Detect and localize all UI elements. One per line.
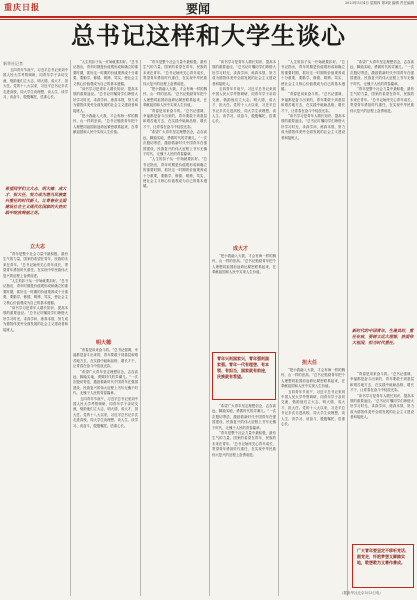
subheading: 成大才 (233, 246, 249, 252)
subheading: 明大德 (96, 340, 112, 346)
column-divider (347, 60, 348, 596)
section-title: 要闻 (186, 2, 211, 16)
article-footer: （据新华社北京5月3日电） (340, 591, 383, 595)
article-column: “人生的扣子从一开始就要扣好。”总书记指出，青年时期是价值观形成和确立的重要时期，抓好这一时期的价值观养成十分重要，要勤学、修德、明辨、笃实，使社会主义核心价值观成为自己的基本遵循。 “读书学习是青年人增长知识、提高本领的重要途径。”总书记叮嘱同学们珍惜大好学习时光，求真学问、练真本领，努力成为德智体美劳全面发展的社会主义建设者和接班人。 “把小我融入大我，才会有海一样的胸怀，山一样的崇高。”总书记勉励青年把个人理想同祖国前途命运紧密联系起来，在奉献祖国和人民中实现人生价值。 (73, 60, 138, 135)
article-column: “把小我融入大我，才会有海一样的胸怀，山一样的崇高。”总书记勉励青年把个人理想同祖国前途命运紧密联系起来，在奉献祖国和人民中实现人生价值。 五四青年节前夕，习近平总书记来到中国人民大学考察调研，同青年学子亲切交流，勉励他们立大志、明大德、成大才、担大任。党的十八大以来，习近平总书记多次走进高校，同大学生谈理想、谈人生、谈学习、谈奋斗，殷殷嘱托，语重心长。 (281, 368, 345, 427)
pull-quote: 希望同学们立大志、明大德、成大才、担大任，努力成为堪当民族复兴重任的时代新人，让青春在全面建设社会主义现代化国家的火热实践中绽放绚丽之花。 (5, 186, 67, 215)
article-column: “青年是整个社会力量中最积极、最有生气的力量，国家的希望在青年，民族的未来在青年。”总书记始终关心青年成长，寄望青年勇担时代重任，在实现中华民族伟大复兴的征程上奋勇前进。 “人生的扣子从一开始就要扣好。”总书记指出，青年时期是价值观形成和确立的重要时期，抓好这一时期的价值观养成十分重要，要勤学、修德、明辨、笃实，使社会主义核心价值观成为自己的基本遵循。 “读书学习是青年人增长知识、提高本领的重要途径。”总书记叮嘱同学们珍惜大好学习时光，求真学问、练真本领，努力成为德智体美劳全面发展的社会主义建设者和接班人。 (3, 252, 68, 332)
column-divider (209, 60, 210, 596)
article-column: “人生的扣子从一开始就要扣好。”总书记指出，青年时期是价值观形成和确立的重要时期，抓好这一时期的价值观养成十分重要，要勤学、修德、明辨、笃实，使社会主义核心价值观成为自己的基本遵循。 “青春是用来奋斗的。”总书记强调，幸福都是奋斗出来的，青年要敢于到基层和艰苦地方去，在实践中砥砺品格、增长才干，让青春在奋斗中绽放光彩。 “读书学习是青年人增长知识、提高本领的重要途径。”总书记叮嘱同学们珍惜大好学习时光，求真学问、练真本领，努力成为德智体美劳全面发展的社会主义建设者和接班人。 (281, 60, 345, 140)
article-column: “青年是整个社会力量中最积极、最有生气的力量，国家的希望在青年，民族的未来在青年。”总书记始终关心青年成长，寄望青年勇担时代重任，在实现中华民族伟大复兴的征程上奋勇前进。 “把小我融入大我，才会有海一样的胸怀，山一样的崇高。”总书记勉励青年把个人理想同祖国前途命运紧密联系起来，在奉献祖国和人民中实现人生价值。 “青春是用来奋斗的。”总书记强调，幸福都是奋斗出来的，青年要敢于到基层和艰苦地方去，在实践中砥砺品格、增长才干，让青春在奋斗中绽放光彩。 “希望广大青年坚定理想信念，志存高远，脚踏实地，勇做时代的弄潮儿。”一次次殷切寄语，激励着新时代中国青年在强国建设、民族复兴的伟大征程上书写无愧于时代、无愧于人民的青春篇章。 “人生的扣子从一开始就要扣好。”总书记指出，青年时期是价值观形成和确立的重要时期，抓好这一时期的价值观养成十分重要，要勤学、修德、明辨、笃实，使社会主义核心价值观成为自己的基本遵循。 (143, 60, 207, 189)
subheading: 立大志 (30, 244, 46, 250)
article-column: “把小我融入大我，才会有海一样的胸怀，山一样的崇高。”总书记勉励青年把个人理想同祖国前途命运紧密联系起来，在奉献祖国和人民中实现人生价值。 (212, 254, 276, 275)
article-column: “青春是用来奋斗的。”总书记强调，幸福都是奋斗出来的，青年要敢于到基层和艰苦地方去，在实践中砥砺品格、增长才干，让青春在奋斗中绽放光彩。 “读书学习是青年人增长知识、提高本领的重要途径。”总书记叮嘱同学们珍惜大好学习时光，求真学问、练真本领，努力成为德智体美劳全面发展的社会主义建设者和接班人。 (350, 372, 414, 420)
pull-quote: 新时代的中国青年，生逢其时，重任在肩，要树立远大理想，热爱伟大祖国，担当时代重任。 (352, 328, 414, 345)
article-column: “读书学习是青年人增长知识、提高本领的重要途径。”总书记叮嘱同学们珍惜大好学习时光，求真学问、练真本领，努力成为德智体美劳全面发展的社会主义建设者和接班人。 五四青年节前夕，习近平总书记来到中国人民大学考察调研，同青年学子亲切交流，勉励他们立大志、明大德、成大才、担大任。党的十八大以来，习近平总书记多次走进高校，同大学生谈理想、谈人生、谈学习、谈奋斗，殷殷嘱托，语重心长。 (212, 60, 276, 124)
pull-quote-box: 广大青年要坚定不移听党话、跟党走，怀抱梦想又脚踏实地，敢想敢为又善作善成。 (352, 544, 414, 588)
newspaper-name: 重庆日报 (4, 2, 40, 12)
column-divider (140, 60, 141, 596)
column-divider (278, 60, 279, 596)
pull-quote-box: 青年兴则国家兴，青年强则国家强。青年一代有理想、有本领、有担当，国家就有前途，民族就有希望。 (212, 352, 276, 400)
article-column: 五四青年节前夕，习近平总书记来到中国人民大学考察调研，同青年学子亲切交流，勉励他们立大志、明大德、成大才、担大任。党的十八大以来，习近平总书记多次走进高校，同大学生谈理想、谈人生、谈学习、谈奋斗，殷殷嘱托，语重心长。 (3, 68, 68, 100)
article-column: “希望广大青年坚定理想信念，志存高远，脚踏实地，勇做时代的弄潮儿。”一次次殷切寄语，激励着新时代中国青年在强国建设、民族复兴的伟大征程上书写无愧于时代、无愧于人民的青春篇章。 “青年是整个社会力量中最积极、最有生气的力量，国家的希望在青年，民族的未来在青年。”总书记始终关心青年成长，寄望青年勇担时代重任，在实现中华民族伟大复兴的征程上奋勇前进。 (212, 404, 276, 457)
article-headline: 总书记这样和大学生谈心 (71, 22, 346, 50)
subheading: 担大任 (302, 360, 318, 366)
article-column: “青春是用来奋斗的。”总书记强调，幸福都是奋斗出来的，青年要敢于到基层和艰苦地方去，在实践中砥砺品格、增长才干，让青春在奋斗中绽放光彩。 “希望广大青年坚定理想信念，志存高远，脚踏实地，勇做时代的弄潮儿。”一次次殷切寄语，激励着新时代中国青年在强国建设、民族复兴的伟大征程上书写无愧于时代、无愧于人民的青春篇章。 五四青年节前夕，习近平总书记来到中国人民大学考察调研，同青年学子亲切交流，勉励他们立大志、明大德、成大才、担大任。党的十八大以来，习近平总书记多次走进高校，同大学生谈理想、谈人生、谈学习、谈奋斗，殷殷嘱托，语重心长。 (73, 348, 138, 428)
article-column: “希望广大青年坚定理想信念，志存高远，脚踏实地，勇做时代的弄潮儿。”一次次殷切寄语，激励着新时代中国青年在强国建设、民族复兴的伟大征程上书写无愧于时代、无愧于人民的青春篇章。 “青年是整个社会力量中最积极、最有生气的力量，国家的希望在青年，民族的未来在青年。”总书记始终关心青年成长，寄望青年勇担时代重任，在实现中华民族伟大复兴的征程上奋勇前进。 (350, 60, 414, 113)
header-rule-thin (0, 19, 417, 20)
article-byline: 新华社记者 (3, 61, 23, 66)
header-rule (0, 16, 417, 18)
issue-info: 2023年5月4日 星期四 第3版 编辑 责任编辑 (344, 1, 414, 5)
column-divider (70, 60, 71, 596)
masthead (0, 0, 417, 16)
